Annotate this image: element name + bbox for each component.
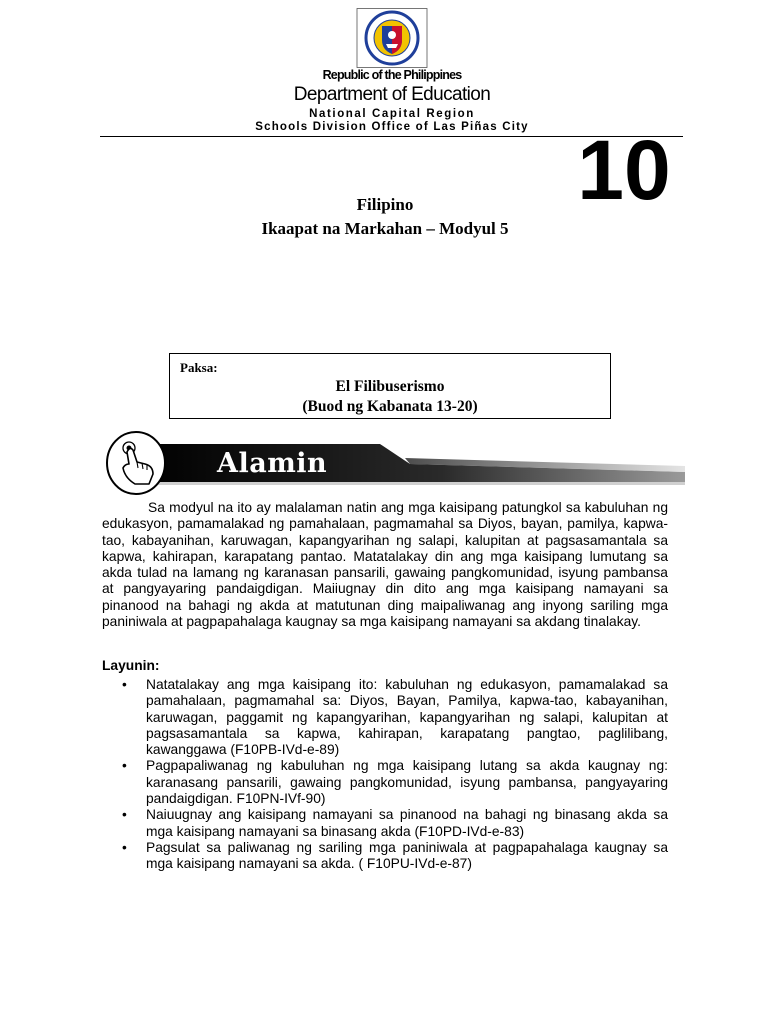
list-item: • Naiuugnay ang kaisipang namayani sa pinanood na bahagi ng binasang akda sa mga kaisipang namayani sa binasang akda (F10PD-IVd-e-83) — [102, 807, 668, 840]
objectives-heading: Layunin: — [102, 658, 160, 673]
quarter-module-title: Ikaapat na Markahan – Modyul 5 — [261, 219, 509, 238]
subject-title: Filipino — [356, 195, 414, 214]
department-name: Department of Education — [293, 84, 491, 105]
intro-paragraph — [102, 500, 668, 630]
topic-label: Paksa: — [180, 360, 218, 375]
list-item: • Pagpapaliwanag ng kabuluhan ng mga kaisipang lutang sa akda kaugnay ng: karanasang pansarili, gawaing pangkomunidad, isyung pambansa, pangyayaring pandaigdigan. F10PN-IVf-90) — [102, 758, 668, 807]
deped-seal — [356, 8, 428, 68]
topic-subtitle: (Buod ng Kabanata 13-20) — [302, 398, 478, 415]
republic-text: Republic of the Philippines — [322, 68, 462, 82]
region-name: National Capital Region — [309, 108, 475, 120]
hand-pointer-icon — [105, 430, 167, 496]
objectives-list — [102, 677, 668, 873]
list-item: • Pagsulat sa paliwanag ng sariling mga paniniwala at pagpapahalaga kaugnay sa mga kaisipang namayani sa akda. ( F10PU-IVd-e-87) — [102, 840, 668, 873]
alamin-banner — [105, 428, 685, 498]
topic-box — [169, 353, 611, 419]
topic-title: El Filibuserismo — [335, 378, 445, 395]
intro-text: Sa modyul na ito ay malalaman natin ang mga kaisipang patungkol sa kabuluhan ng edukasyon, pamamalakad ng pamahalaan, pagmamahal sa Diyos, bayan, pamilya, kapwa-tao, kabayanihan, karuwagan, kapangyarihan ng salapi, kalupitan at pagsasamantala sa kapwa, kahirapan, karapatang pantao. Matatalakay din ang mga kaisipang lumutang sa akda tulad na lamang ng karanasan pansarili, gawaing pangkomunidad, isyung pambansa at pangyayaring pandaigdigan. Maiiugnay din dito ang mga kaisipang namayani sa pinanood na bahagi ng akda at matutunan ding maipaliwanag ang inyong sariling mga paniniwala at pagpapahalaga kaugnay sa mga kaisipang namayani sa akdang tinalakay. — [102, 500, 668, 630]
alamin-title: Alamin — [217, 448, 328, 479]
list-item: • Natatalakay ang mga kaisipang ito: kabuluhan ng edukasyon, pamamalakad sa pamahalaan, pagmamahal sa: Diyos, Bayan, Pamilya, kapwa-tao, kabayanihan, karuwagan, paggamit ng kapangyarihan, kapangyarihan ng salapi, kalupitan at pagsasamantala sa kapwa, kahirapan, karapatang pangtao, paglilibang, kawanggawa (F10PB-IVd-e-89) — [102, 677, 668, 758]
grade-number: 10 — [577, 123, 671, 217]
division-name: Schools Division Office of Las Piñas City — [255, 121, 529, 133]
